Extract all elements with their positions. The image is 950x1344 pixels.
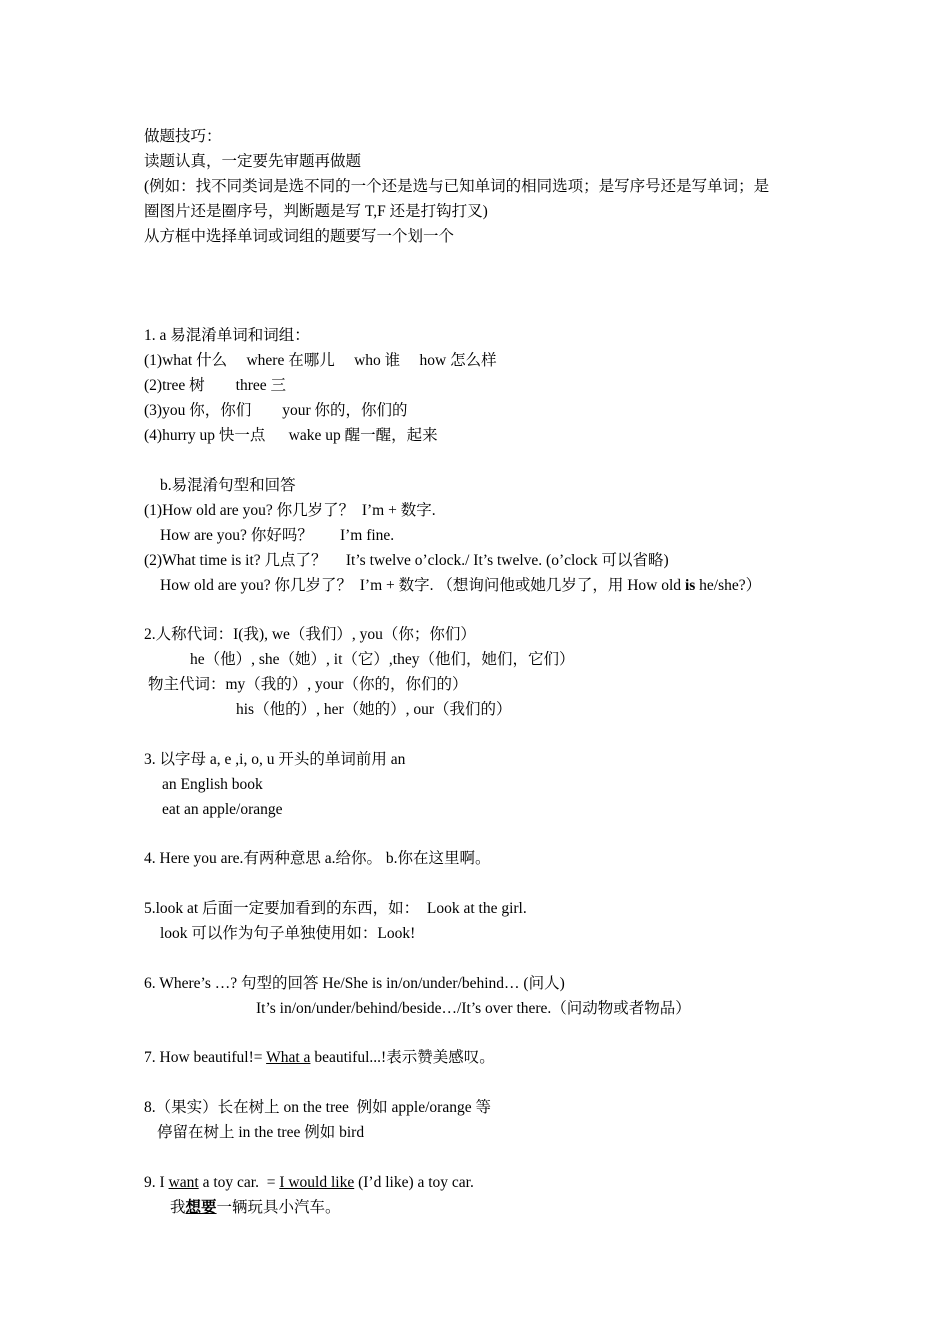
section-1-line: (1)what 什么 where 在哪儿 who 谁 how 怎么样 bbox=[144, 352, 497, 369]
tips-title: 做题技巧： bbox=[144, 128, 222, 145]
underlined-text: I would like bbox=[279, 1174, 355, 1191]
text-run: 9. I bbox=[144, 1174, 169, 1191]
text-run: How old are you? 你几岁了？ I’m + 数字. （想询问他或她几岁了，用 How old bbox=[160, 577, 685, 594]
section-1-line: (2)tree 树 three 三 bbox=[144, 377, 287, 394]
tips-line: 圈图片还是圈序号，判断题是写 T,F 还是打钩打叉) bbox=[144, 203, 488, 220]
text-run: a toy car. = bbox=[198, 1174, 280, 1191]
section-5-line: 5.look at 后面一定要加看到的东西，如： Look at the girl. bbox=[144, 900, 527, 917]
section-2-line: his（他的）, her（她的）, our（我们的） bbox=[236, 701, 512, 718]
section-2-line: he（他）, she（她）, it（它）,they（他们，她们，它们） bbox=[190, 651, 575, 668]
section-2-line: 2.人称代词：I(我), we（我们）, you（你；你们） bbox=[144, 626, 476, 643]
section-8-line: 停留在树上 in the tree 例如 bird bbox=[157, 1124, 365, 1141]
section-6-line: It’s in/on/under/behind/beside…/It’s over there.（问动物或者物品） bbox=[256, 1000, 691, 1017]
section-1b-line: How are you? 你好吗？ I’m fine. bbox=[160, 527, 395, 544]
bold-is: is bbox=[684, 577, 696, 594]
section-1-line: (3)you 你，你们 your 你的，你们的 bbox=[144, 402, 408, 419]
section-7-line bbox=[144, 1045, 495, 1070]
section-1b-line: (2)What time is it? 几点了？ It’s twelve o’clock./ It’s twelve. (o’clock 可以省略) bbox=[144, 552, 669, 569]
section-9-line bbox=[144, 1170, 474, 1195]
section-6-line: 6. Where’s …? 句型的回答 He/She is in/on/under/behind… (问人) bbox=[144, 975, 565, 992]
section-1b-line: (1)How old are you? 你几岁了？ I’m + 数字. bbox=[144, 502, 436, 519]
section-8-line: 8.（果实）长在树上 on the tree 例如 apple/orange 等 bbox=[144, 1099, 491, 1116]
tips-line: 从方框中选择单词或词组的题要写一个划一个 bbox=[144, 228, 455, 245]
section-3-line: eat an apple/orange bbox=[162, 801, 283, 818]
bold-underlined-text: 想要 bbox=[185, 1199, 217, 1216]
text-run: beautiful...!表示赞美感叹。 bbox=[310, 1049, 495, 1066]
underlined-text: want bbox=[168, 1174, 199, 1191]
text-run: (I’d like) a toy car. bbox=[354, 1174, 474, 1191]
section-2-line: 物主代词：my（我的）, your（你的，你们的） bbox=[148, 676, 468, 693]
section-3-line: an English book bbox=[162, 776, 263, 793]
section-1-line: (4)hurry up 快一点 wake up 醒一醒，起来 bbox=[144, 427, 438, 444]
section-1-heading: 1. a 易混淆单词和词组： bbox=[144, 327, 310, 344]
text-run: 一辆玩具小汽车。 bbox=[216, 1199, 341, 1216]
text-run: 7. How beautiful!= bbox=[144, 1049, 267, 1066]
tips-line: 读题认真，一定要先审题再做题 bbox=[144, 153, 362, 170]
section-1b-heading: b.易混淆句型和回答 bbox=[160, 477, 296, 494]
section-3-line: 3. 以字母 a, e ,i, o, u 开头的单词前用 an bbox=[144, 751, 406, 768]
underlined-text: What a bbox=[266, 1049, 311, 1066]
section-1b-line bbox=[160, 573, 761, 598]
section-9-line bbox=[170, 1195, 341, 1220]
text-run: 我 bbox=[170, 1199, 186, 1216]
tips-line: (例如：找不同类词是选不同的一个还是选与已知单词的相同选项；是写序号还是写单词；是 bbox=[144, 178, 770, 195]
text-run: he/she?） bbox=[695, 577, 762, 594]
section-4-line: 4. Here you are.有两种意思 a.给你。 b.你在这里啊。 bbox=[144, 850, 491, 867]
section-5-line: look 可以作为句子单独使用如：Look! bbox=[160, 925, 416, 942]
